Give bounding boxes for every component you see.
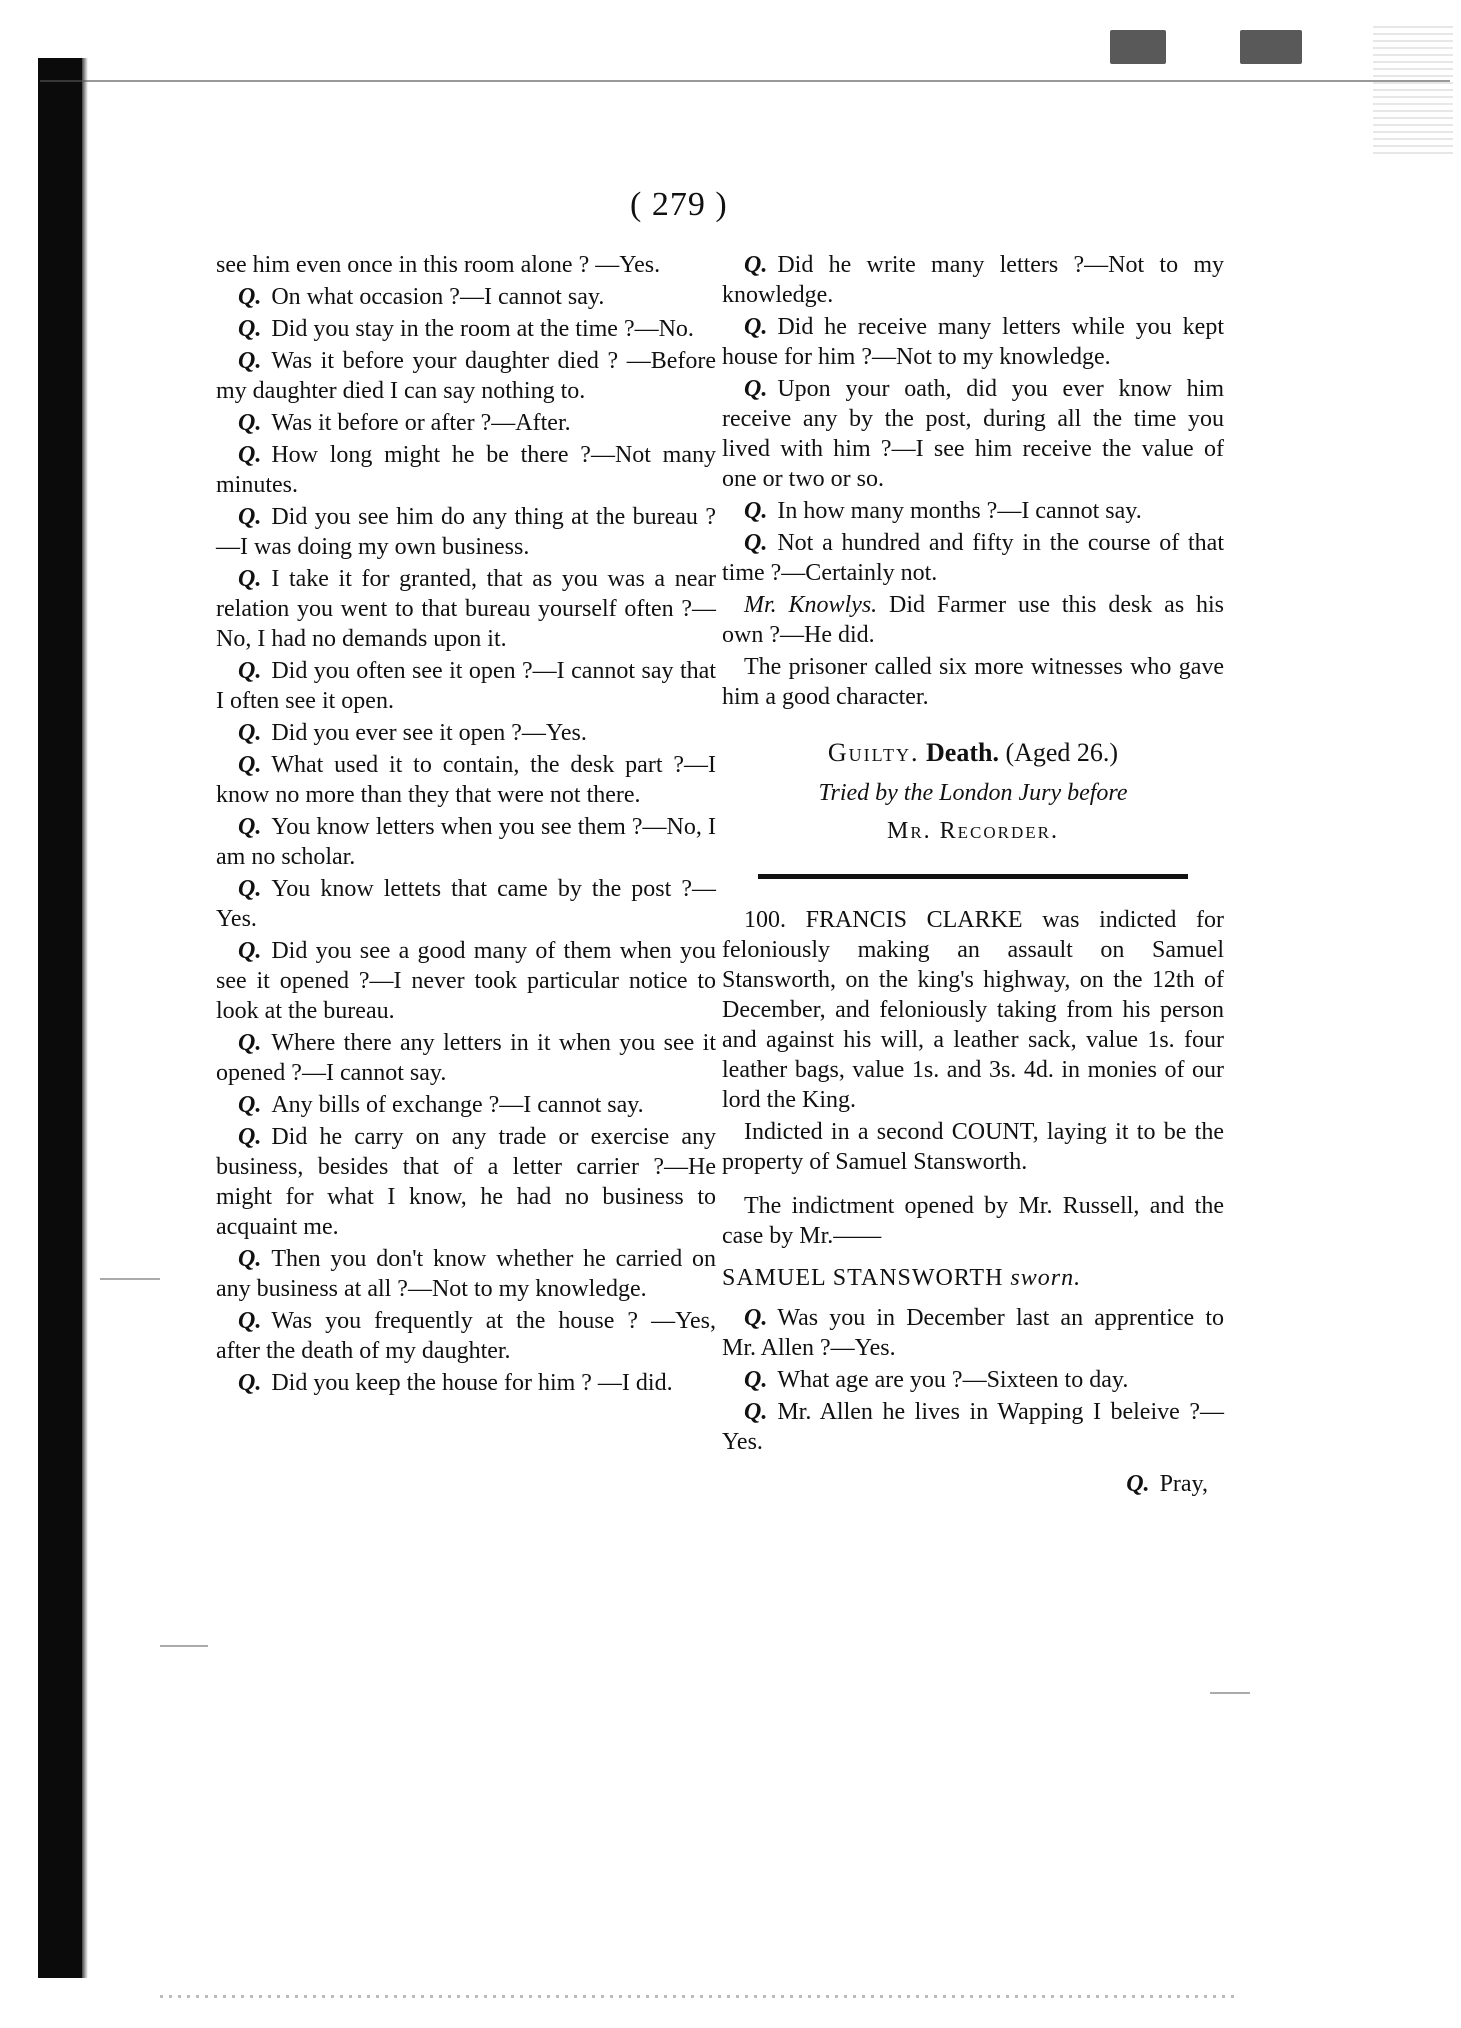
- question-mark: Q.: [238, 1370, 262, 1396]
- qa-text: Did you stay in the room at the time ?—No.: [271, 316, 694, 342]
- question-mark: Q.: [744, 376, 768, 402]
- qa-text: Was you in December last an apprentice to Mr. Allen ?—Yes.: [722, 1305, 1224, 1361]
- qa-entry: [216, 1306, 716, 1366]
- qa-text: Did you ever see it open ?—Yes.: [271, 720, 587, 746]
- verdict: [722, 738, 1224, 768]
- qa-entry: [722, 496, 1224, 526]
- qa-entry: [722, 1365, 1224, 1395]
- second-count: Indicted in a second COUNT, laying it to be the property of Samuel Stansworth.: [722, 1119, 1224, 1175]
- question-mark: Q.: [744, 498, 768, 524]
- question-mark: Q.: [238, 316, 262, 342]
- qa-entry: [216, 656, 716, 716]
- qa-entry: [216, 750, 716, 810]
- qa-entry: [216, 936, 716, 1026]
- qa-entry: [216, 408, 716, 438]
- qa-text: Did he write many letters ?—Not to my knowledge.: [722, 252, 1224, 308]
- qa-text: You know letters when you see them ?—No, I am no scholar.: [216, 814, 716, 870]
- qa-entry: [216, 1028, 716, 1088]
- knowlys-question: [722, 590, 1224, 650]
- qa-text: Upon your oath, did you ever know him receive any by the post, during all the time you lived with him ?—I see him receive the value of one or two or so.: [722, 376, 1224, 492]
- qa-entry: [722, 1303, 1224, 1363]
- qa-entry: [216, 812, 716, 872]
- scan-top-line: [40, 80, 1450, 82]
- qa-text: On what occasion ?—I cannot say.: [271, 284, 605, 310]
- qa-text: Any bills of exchange ?—I cannot say.: [271, 1092, 644, 1118]
- indictment-opened: The indictment opened by Mr. Russell, and the case by Mr.——: [722, 1193, 1224, 1249]
- qa-text: Did you keep the house for him ? —I did.: [271, 1370, 673, 1396]
- question-mark: Q.: [238, 410, 262, 436]
- question-mark: Q.: [744, 530, 768, 556]
- qa-text: You know lettets that came by the post ?—Yes.: [216, 876, 716, 932]
- qa-entry: [216, 1244, 716, 1304]
- question-mark: Q.: [238, 876, 262, 902]
- question-mark: Q.: [744, 1305, 768, 1331]
- qa-entry: [216, 1122, 716, 1242]
- witness-qa-list: [722, 1303, 1224, 1457]
- qa-entry: [722, 374, 1224, 494]
- scan-dash-mark: [100, 1278, 160, 1280]
- witness-heading: [722, 1263, 1224, 1293]
- book-spine-shadow: [38, 58, 82, 1978]
- recorder-name: Mr. Recorder.: [886, 818, 1060, 844]
- qa-entry: [216, 1368, 716, 1398]
- section-divider: [758, 874, 1188, 879]
- qa-text: Did you see a good many of them when you see it opened ?—I never took particular notice to look at the bureau.: [216, 938, 716, 1024]
- qa-entry: [722, 250, 1224, 310]
- question-mark: Q.: [238, 1092, 262, 1118]
- case-number: 100.: [744, 907, 786, 933]
- question-mark: Q.: [238, 720, 262, 746]
- question-mark: Q.: [744, 1367, 768, 1393]
- qa-text: Did you see him do any thing at the bureau ?—I was doing my own business.: [216, 504, 716, 560]
- qa-text: Then you don't know whether he carried on any business at all ?—Not to my knowledge.: [216, 1246, 716, 1302]
- catchword-text: Pray,: [1159, 1471, 1208, 1497]
- right-qa-list: [722, 250, 1224, 588]
- qa-text: Did he carry on any trade or exercise any business, besides that of a letter carrier ?—He might for what I know, he had no business to acquaint me.: [216, 1124, 716, 1240]
- witness-sworn: sworn.: [1010, 1265, 1082, 1291]
- qa-entry: [216, 564, 716, 654]
- right-column: [722, 250, 1224, 1501]
- tried-by: Tried by the London Jury before: [818, 780, 1128, 806]
- question-mark: Q.: [238, 284, 262, 310]
- witness-name: SAMUEL STANSWORTH: [722, 1265, 1004, 1291]
- qa-entry: [216, 440, 716, 500]
- knowlys-text: Did Farmer use this desk as his own ?—He did.: [722, 592, 1224, 648]
- question-mark: Q.: [238, 504, 262, 530]
- qa-text: Not a hundred and fifty in the course of that time ?—Certainly not.: [722, 530, 1224, 586]
- question-mark: Q.: [238, 1124, 262, 1150]
- spine-edge-shadow: [82, 58, 88, 1978]
- witnesses-note: The prisoner called six more witnesses who gave him a good character.: [722, 654, 1224, 710]
- qa-entry: [722, 312, 1224, 372]
- qa-text: Did you often see it open ?—I cannot say that I often see it open.: [216, 658, 716, 714]
- scan-dash-mark: [160, 1645, 208, 1647]
- scan-corner-mark: [1240, 30, 1302, 64]
- qa-entry: [216, 874, 716, 934]
- question-mark: Q.: [238, 938, 262, 964]
- qa-text: Was it before your daughter died ? —Before my daughter died I can say nothing to.: [216, 348, 716, 404]
- recorder: [722, 816, 1224, 846]
- qa-entry: [722, 528, 1224, 588]
- question-mark: Q.: [238, 752, 262, 778]
- qa-entry: [216, 718, 716, 748]
- qa-entry: [216, 282, 716, 312]
- question-mark: Q.: [744, 314, 768, 340]
- qa-text: see him even once in this room alone ? —Yes.: [216, 252, 661, 278]
- question-mark: Q.: [238, 1030, 262, 1056]
- indictment-text: was indicted for feloniously making an assault on Samuel Stansworth, on the king's highway, on the 12th of December, and feloniously taking from his person and against his will, a leather sack, value 1s. four leather bags, value 1s. and 3s. 4d. in monies of our lord the King.: [722, 907, 1225, 1113]
- page-number: ( 279 ): [630, 186, 728, 223]
- question-mark: Q.: [238, 442, 262, 468]
- case-indictment: [722, 905, 1224, 1115]
- qa-entry: [216, 314, 716, 344]
- qa-text: Mr. Allen he lives in Wapping I beleive ?—Yes.: [722, 1399, 1224, 1455]
- catchword: [722, 1469, 1224, 1499]
- question-mark: Q.: [744, 1399, 768, 1425]
- question-mark: Q.: [238, 566, 262, 592]
- question-mark: Q.: [238, 814, 262, 840]
- qa-text: How long might he be there ?—Not many minutes.: [216, 442, 716, 498]
- qa-text: I take it for granted, that as you was a near relation you went to that bureau yourself often ?—No, I had no demands upon it.: [216, 566, 716, 652]
- question-mark: Q.: [744, 252, 768, 278]
- qa-text: In how many months ?—I cannot say.: [777, 498, 1142, 524]
- qa-text: What age are you ?—Sixteen to day.: [777, 1367, 1129, 1393]
- qa-text: Was you frequently at the house ? —Yes, after the death of my daughter.: [216, 1308, 716, 1364]
- qa-text: Was it before or after ?—After.: [271, 410, 571, 436]
- qa-entry: [216, 346, 716, 406]
- scan-dash-mark: [1210, 1692, 1250, 1694]
- question-mark: Q.: [238, 1308, 262, 1334]
- speaker-name: Mr. Knowlys.: [744, 592, 878, 618]
- question-mark: Q.: [238, 348, 262, 374]
- question-mark: Q.: [1126, 1471, 1150, 1497]
- scan-corner-mark: [1110, 30, 1166, 64]
- scan-bottom-noise: [160, 1995, 1240, 1998]
- verdict-age: (Aged 26.): [1005, 738, 1119, 767]
- qa-text: Where there any letters in it when you see it opened ?—I cannot say.: [216, 1030, 716, 1086]
- defendant-name: FRANCIS CLARKE: [805, 907, 1023, 933]
- qa-text: What used it to contain, the desk part ?—I know no more than they that were not there.: [216, 752, 716, 808]
- qa-entry: [722, 1397, 1224, 1457]
- verdict-guilty: Guilty.: [827, 738, 920, 767]
- scan-speckle: [1373, 24, 1453, 154]
- question-mark: Q.: [238, 1246, 262, 1272]
- qa-entry: [216, 250, 716, 280]
- verdict-sentence: Death.: [926, 738, 999, 767]
- qa-entry: [216, 1090, 716, 1120]
- left-column: [216, 250, 716, 1400]
- qa-text: Did he receive many letters while you kept house for him ?—Not to my knowledge.: [722, 314, 1224, 370]
- question-mark: Q.: [238, 658, 262, 684]
- qa-entry: [216, 502, 716, 562]
